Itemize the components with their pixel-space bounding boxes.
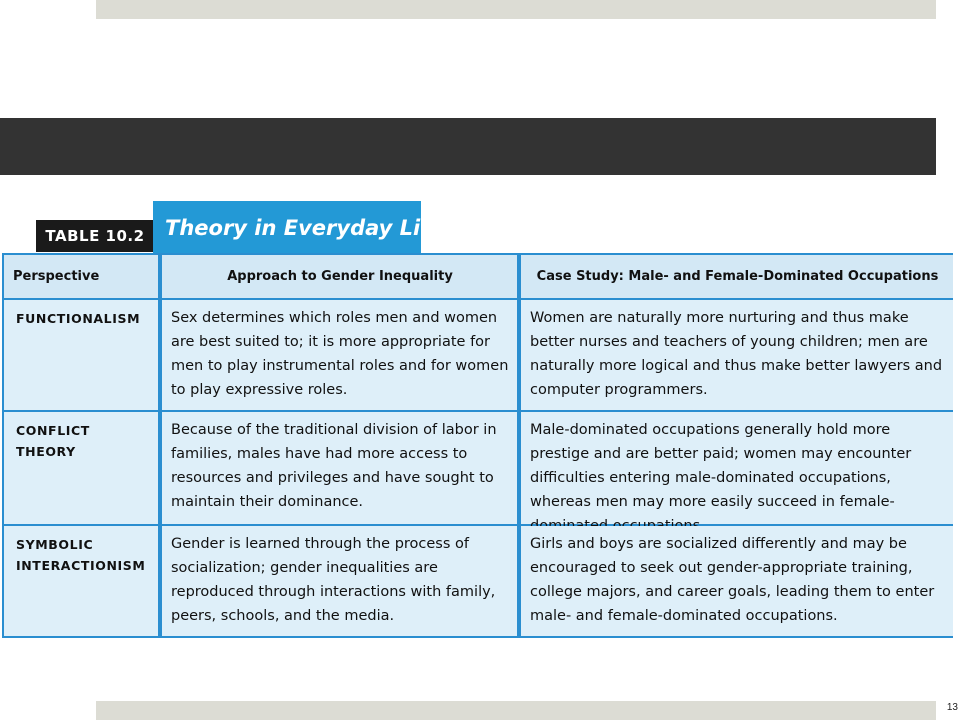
slide-bottom-band	[96, 701, 936, 720]
theory-table	[2, 253, 953, 638]
table-title: Theory in Everyday Life	[153, 201, 421, 254]
page-number: 13	[946, 702, 958, 713]
slide-title-band	[0, 118, 936, 175]
row-symbolic-interactionism-approach: Gender is learned through the process of socialization; gender inequalities are reproduced through interactions with family, peers, schools, and the media.	[162, 526, 517, 636]
row-functionalism-approach: Sex determines which roles men and women are best suited to; it is more appropriate for men to play instrumental roles and for women to play expressive roles.	[162, 300, 517, 410]
header-perspective: Perspective	[4, 255, 158, 298]
row-functionalism-perspective: FUNCTIONALISM	[4, 300, 158, 410]
row-functionalism-case-study: Women are naturally more nurturing and thus make better nurses and teachers of young children; men are naturally more logical and thus make better lawyers and computer programmers.	[521, 300, 953, 410]
table-label: TABLE 10.2	[36, 220, 154, 252]
row-conflict-theory-case-study: Male-dominated occupations generally hold more prestige and are better paid; women may encounter difficulties entering male-dominated occupations, whereas men may more easily succeed in female-	[521, 412, 953, 524]
header-case-study: Case Study: Male- and Female-Dominated Occupations	[521, 255, 953, 298]
row-conflict-theory-perspective: CONFLICT THEORY	[4, 412, 158, 524]
row-symbolic-interactionism-perspective: SYMBOLIC INTERACTIONISM	[4, 526, 158, 636]
row-symbolic-interactionism-case-study: Girls and boys are socialized differently and may be encouraged to seek out gender-appropriate training, college majors, and career goals, leading them to enter male- and female-dominated occupations.	[521, 526, 953, 636]
row-conflict-theory-approach: Because of the traditional division of labor in families, males have had more access to resources and privileges and have sought to maintain their dominance.	[162, 412, 517, 524]
header-approach: Approach to Gender Inequality	[162, 255, 517, 298]
slide-top-band	[96, 0, 936, 19]
